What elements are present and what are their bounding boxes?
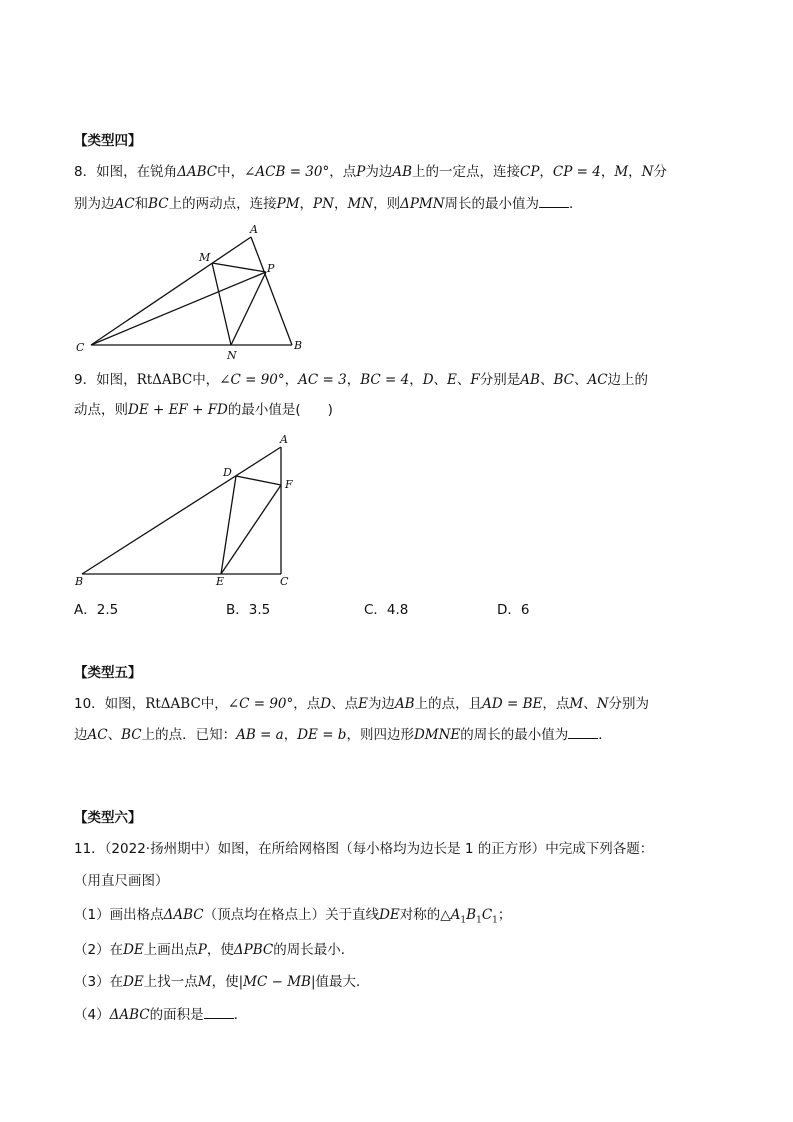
segment-ef xyxy=(221,485,281,574)
label-f: F xyxy=(285,478,293,491)
segment-ba xyxy=(82,447,281,574)
label-a: A xyxy=(280,433,288,446)
segment-df xyxy=(236,476,281,485)
option-c[interactable]: C．4.8 xyxy=(364,602,409,618)
option-d[interactable]: D．6 xyxy=(497,602,530,618)
label-b: B xyxy=(75,575,84,588)
option-a[interactable]: A．2.5 xyxy=(74,602,119,618)
label-e: E xyxy=(216,575,225,588)
q11-part1: （1）画出格点ΔABC（顶点均在格点上）关于直线DE对称的$\triangle A_1B_1C_1$； xyxy=(74,907,512,926)
answer-blank xyxy=(204,1006,234,1019)
q10-line2: 边AC、BC上的点．已知：AB = a，DE = b，则四边形DMNE的周长的最小值为 ． xyxy=(74,727,612,743)
label-c: C xyxy=(76,341,85,354)
option-b[interactable]: B．3.5 xyxy=(226,602,271,618)
label-p: P xyxy=(267,262,275,275)
label-a: A xyxy=(250,223,258,236)
q9-line1: 9．如图，RtΔABC中，∠C = 90°，AC = 3，BC = 4，D、E、F分别是AB、BC、AC边上的 xyxy=(74,372,649,388)
q8-line1: 8．如图，在锐角ΔABC中，∠ACB = 30°，点P为边AB上的一定点，连接CP，CP = 4，M，N分 xyxy=(74,164,667,180)
q11-line1: 11．（2022·扬州期中）如图，在所给网格图（每小格均为边长是 1 的正方形）中完成下列各题： xyxy=(74,841,654,857)
label-b: B xyxy=(294,339,303,352)
answer-blank xyxy=(568,726,598,739)
segment-de xyxy=(221,476,236,574)
q8-line2: 别为边AC和BC上的两动点，连接PM，PN，MN，则ΔPMN周长的最小值为 ． xyxy=(74,196,583,212)
section-heading-type4: 【类型四】 xyxy=(74,133,142,149)
label-m: M xyxy=(199,251,211,264)
q11-part4: （4）ΔABC的面积是 ． xyxy=(74,1007,248,1023)
q11-part2: （2）在DE上画出点P，使ΔPBC的周长最小． xyxy=(74,942,355,958)
section-heading-type5: 【类型五】 xyxy=(74,665,142,681)
q9-line2: 动点，则DE + EF + FD的最小值是( ) xyxy=(74,402,333,418)
section-heading-type6: 【类型六】 xyxy=(74,810,142,826)
label-d: D xyxy=(223,466,232,479)
q11-line2: （用直尺画图） xyxy=(74,873,169,889)
label-n: N xyxy=(227,349,237,362)
q11-part3: （3）在DE上找一点M，使|MC − MB|值最大． xyxy=(74,974,370,990)
q10-line1: 10．如图，RtΔABC中，∠C = 90°，点D、点E为边AB上的点，且AD = BE，点M、N分别为 xyxy=(74,696,649,712)
label-c: C xyxy=(280,575,289,588)
